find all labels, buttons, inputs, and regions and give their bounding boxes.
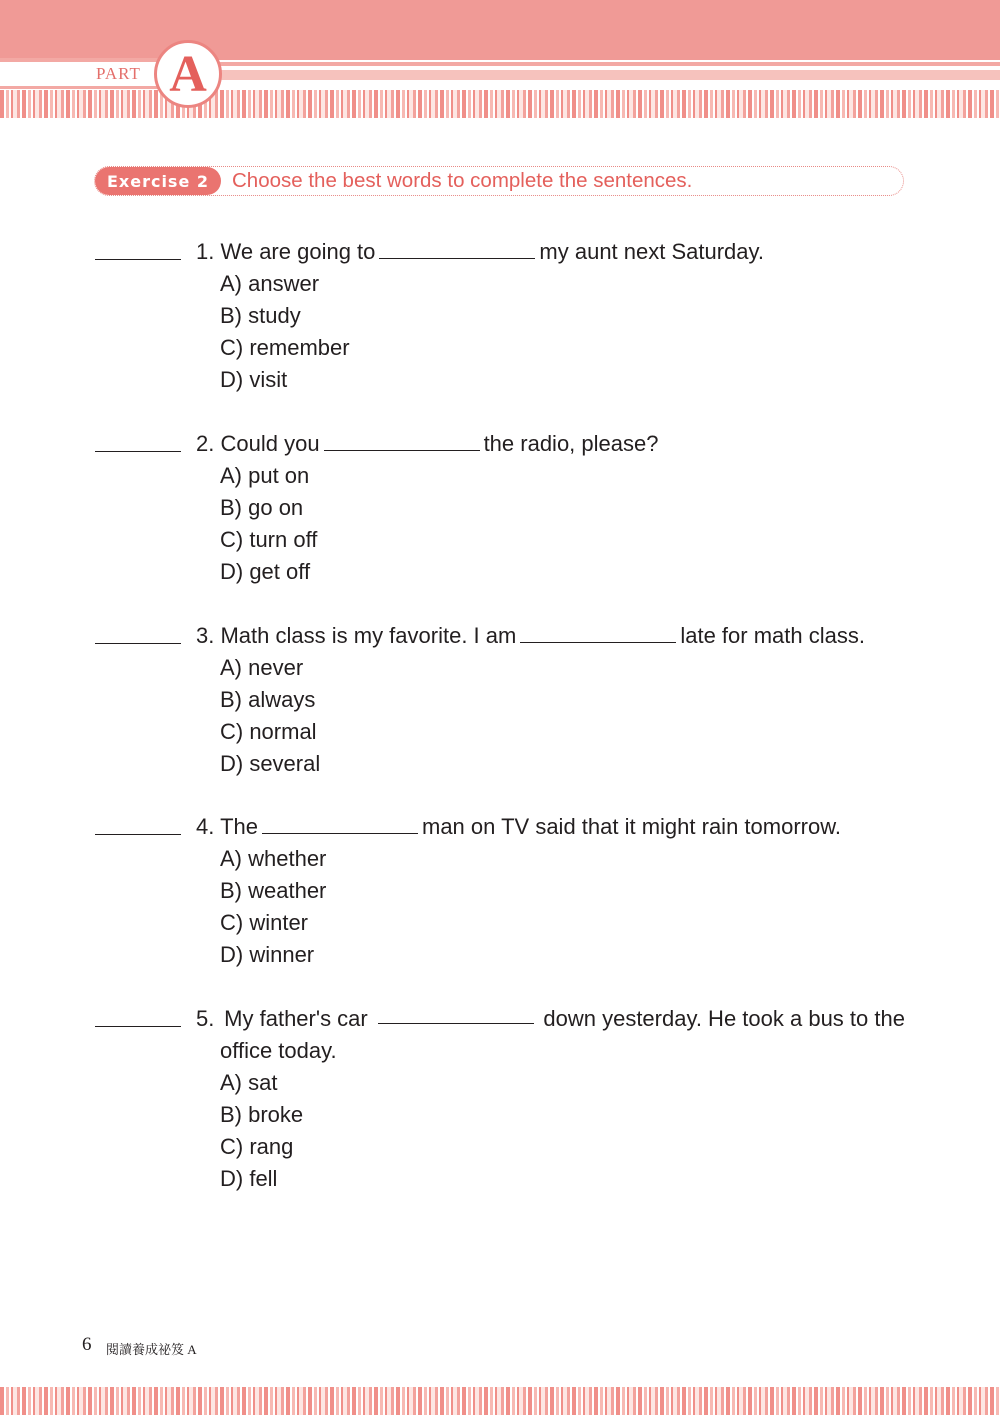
fill-blank[interactable] [379,238,535,259]
option-d[interactable]: D) several [220,751,321,776]
question-number: 5. [196,1006,215,1031]
stem-after: my aunt next Saturday. [539,239,765,264]
part-letter: A [169,46,207,103]
option-b[interactable]: B) go on [220,495,304,520]
option-c[interactable]: C) normal [220,719,317,744]
question-number: 4. [196,814,215,839]
option-a[interactable]: A) answer [220,271,320,296]
stem-before: We are going to [220,239,376,264]
question-stem [196,428,658,460]
option-a[interactable]: A) whether [220,846,327,871]
stem-before: Math class is my favorite. I am [220,623,517,648]
option-a[interactable]: A) never [220,655,304,680]
option-d[interactable]: D) fell [220,1166,278,1191]
stem-after: the radio, please? [483,431,659,456]
stem-after: down yesterday. He took a bus to the [543,1006,905,1031]
option-d[interactable]: D) winner [220,942,315,967]
option-d[interactable]: D) visit [220,367,288,392]
question-number: 1. [196,239,215,264]
page-number: 6 [82,1334,92,1355]
fill-blank[interactable] [324,430,480,451]
footer-stripes [0,1387,1000,1415]
option-b[interactable]: B) always [220,687,316,712]
answer-blank[interactable] [95,259,181,260]
fill-blank[interactable] [262,813,418,834]
fill-blank[interactable] [378,1003,534,1024]
option-c[interactable]: C) winter [220,910,309,935]
book-title: 閱讀養成祕笈 A [106,1342,197,1357]
option-b[interactable]: B) broke [220,1102,304,1127]
option-b[interactable]: B) weather [220,878,327,903]
option-c[interactable]: C) turn off [220,527,318,552]
stem-before: The [220,814,258,839]
part-label: PART [96,64,141,83]
part-badge [154,40,222,108]
option-a[interactable]: A) sat [220,1070,278,1095]
stem-before: My father's car [224,1006,368,1031]
header-band [0,0,1000,60]
exercise-badge: Exercise 2 [95,167,221,195]
stem-continuation: office today. [220,1038,337,1063]
question-stem [196,236,764,268]
stem-before: Could you [220,431,320,456]
question-number: 3. [196,623,215,648]
question-stem [196,811,841,843]
question-stem [196,1003,905,1035]
option-c[interactable]: C) rang [220,1134,294,1159]
question-stem [196,620,865,652]
option-c[interactable]: C) remember [220,335,350,360]
answer-blank[interactable] [95,1026,181,1027]
question-number: 2. [196,431,215,456]
answer-blank[interactable] [95,834,181,835]
option-a[interactable]: A) put on [220,463,310,488]
exercise-instruction: Choose the best words to complete the sentences. [232,169,693,192]
header-stripes [0,90,1000,118]
fill-blank[interactable] [520,622,676,643]
answer-blank[interactable] [95,451,181,452]
stem-after: man on TV said that it might rain tomorrow. [422,814,841,839]
stem-after: late for math class. [680,623,865,648]
answer-blank[interactable] [95,643,181,644]
option-b[interactable]: B) study [220,303,301,328]
option-d[interactable]: D) get off [220,559,311,584]
